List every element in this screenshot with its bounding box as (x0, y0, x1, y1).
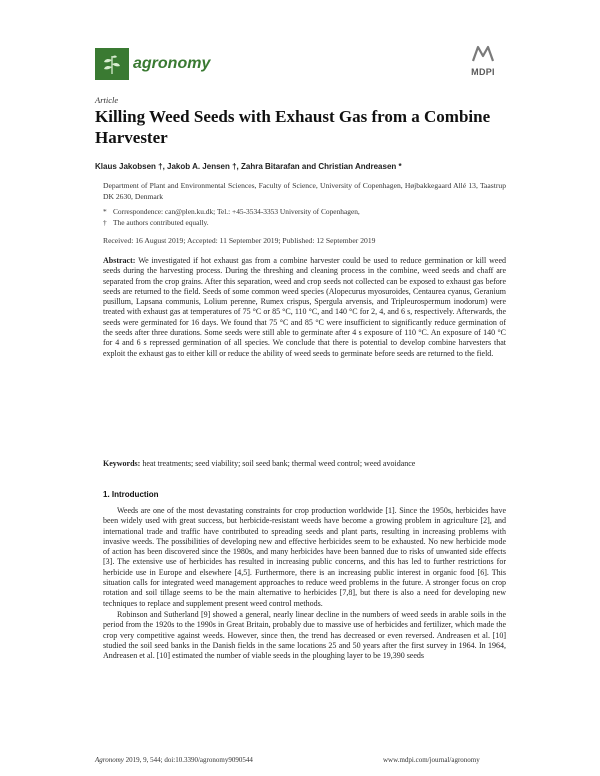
keywords-label: Keywords: (103, 459, 141, 468)
body-paragraph: Robinson and Sutherland [9] showed a general, nearly linear decline in the numbers of weed seeds in arable soils in the period from the 1920s to the 1990s in Great Britain, probably due to massive use of herbicides and fertilizer, which made the crop very competitive against weeds. However, since then, the trend has decreased or even reversed. Andreasen et al. [10] studied the soil seed banks in the Danish fields in the same locations 25 and 50 years after the first survey in 1964. In 1964, Andreasen et al. [10] estimated the number of viable seeds in the ploughing layer to be 19,390 seeds (103, 610, 506, 661)
publisher-logo (466, 44, 500, 77)
author-notes (103, 207, 506, 228)
keywords (103, 459, 506, 469)
publication-dates: Received: 16 August 2019; Accepted: 11 September 2019; Published: 12 September 2019 (103, 236, 376, 245)
author-list: Klaus Jakobsen †, Jakob A. Jensen †, Zahra Bitarafan and Christian Andreasen * (95, 162, 402, 171)
journal-logo (95, 48, 210, 80)
equal-contribution-note: † The authors contributed equally. (103, 217, 209, 227)
footer-citation (95, 756, 253, 764)
keywords-text: heat treatments; seed viability; soil seed bank; thermal weed control; weed avoidance (142, 459, 416, 468)
footer-journal: Agronomy (95, 756, 124, 764)
body-paragraph: Weeds are one of the most devastating constraints for crop production worldwide [1]. Since the 1950s, herbicides have been widely used with great success, but herbicide-resistant weeds have become a growing problem in agriculture [2], and international trade and traffic have contributed to spreading seeds and plant parts, resulting in increasing problems with invasive weeds. The possibilities of developing new and effective herbicides seem to be exhausted. No new herbicide mode of action has been discovered since the 1980s, and many herbicides have been banned due to risks of unwanted side effects [3]. The extensive use of herbicides has resulted in increasing public concerns, and this has led to further restrictions for herbicide use in Europe and elsewhere [4,5]. Furthermore, there is an increasing public interest in organic food [6]. This situation calls for integrated weed management approaches to reduce weed problems in the future. A stronger focus on crop rotation and soil tillage seems to be the main alternative to herbicides [7,8], but there is also a need for developing new techniques to replace and supplement present weed control methods. (103, 506, 506, 608)
abstract-label: Abstract: (103, 256, 136, 265)
article-title: Killing Weed Seeds with Exhaust Gas from a Combine Harvester (95, 107, 491, 147)
correspondence-note: * Correspondence: can@plen.ku.dk; Tel.: +45-3534-3353 University of Copenhagen, (103, 207, 360, 216)
footer-url[interactable]: www.mdpi.com/journal/agronomy (383, 756, 480, 764)
article-type: Article (95, 95, 119, 105)
abstract (103, 256, 506, 359)
footer-citation-text: 2019, 9, 544; doi:10.3390/agronomy9090544 (125, 756, 253, 764)
journal-name: agronomy (133, 55, 211, 72)
section-heading: 1. Introduction (103, 490, 159, 499)
correspondence-text: Correspondence: can@plen.ku.dk; Tel.: +45-3534-3353 University of Copenhagen, (113, 207, 360, 216)
publisher-name: MDPI (471, 67, 495, 77)
equal-contribution-text: The authors contributed equally. (113, 217, 209, 227)
leaf-icon (95, 48, 129, 80)
affiliation: Department of Plant and Environmental Sciences, Faculty of Science, University of Copenhagen, Højbakkegaard Allé 13, Taastrup DK 2630, Denmark (103, 181, 506, 201)
abstract-text: We investigated if hot exhaust gas from a combine harvester could be used to reduce germination or kill weed seeds during the harvesting process. During the threshing and cleaning process in the combine, weed seeds and chaff are separated from the crop grains. After this separation, weed and crop seeds not collected can be exposed to exhaust gas before seeds are returned to the field. Seeds of some common weed species (Alopecurus myosuroides, Centaurea cyanus, Geranium pusillum, Lapsana communis, Lolium perenne, Rumex crispus, Spergula arvensis, and Tripleurospermum inodorum) were treated with exhaust gas at temperatures of 75 °C or 85 °C, 110 °C, and 140 °C for 2, 4, and 6 s, respectively. Afterwards, the seeds were germinated for 16 days. We found that 75 °C and 85 °C were insufficient to significantly reduce germination of the seeds after three durations. Some seeds were still able to germinate after 4 s exposure of 110 °C. An exposure of 140 °C for 4 and 6 s repressed germination of all species. We conclude that there is potential to develop combine harvesters that exploit the exhaust gas to either kill or reduce the ability of weed seeds to germinate before seeds are returned to the field. (103, 256, 507, 358)
mdpi-emblem-icon (472, 44, 494, 62)
